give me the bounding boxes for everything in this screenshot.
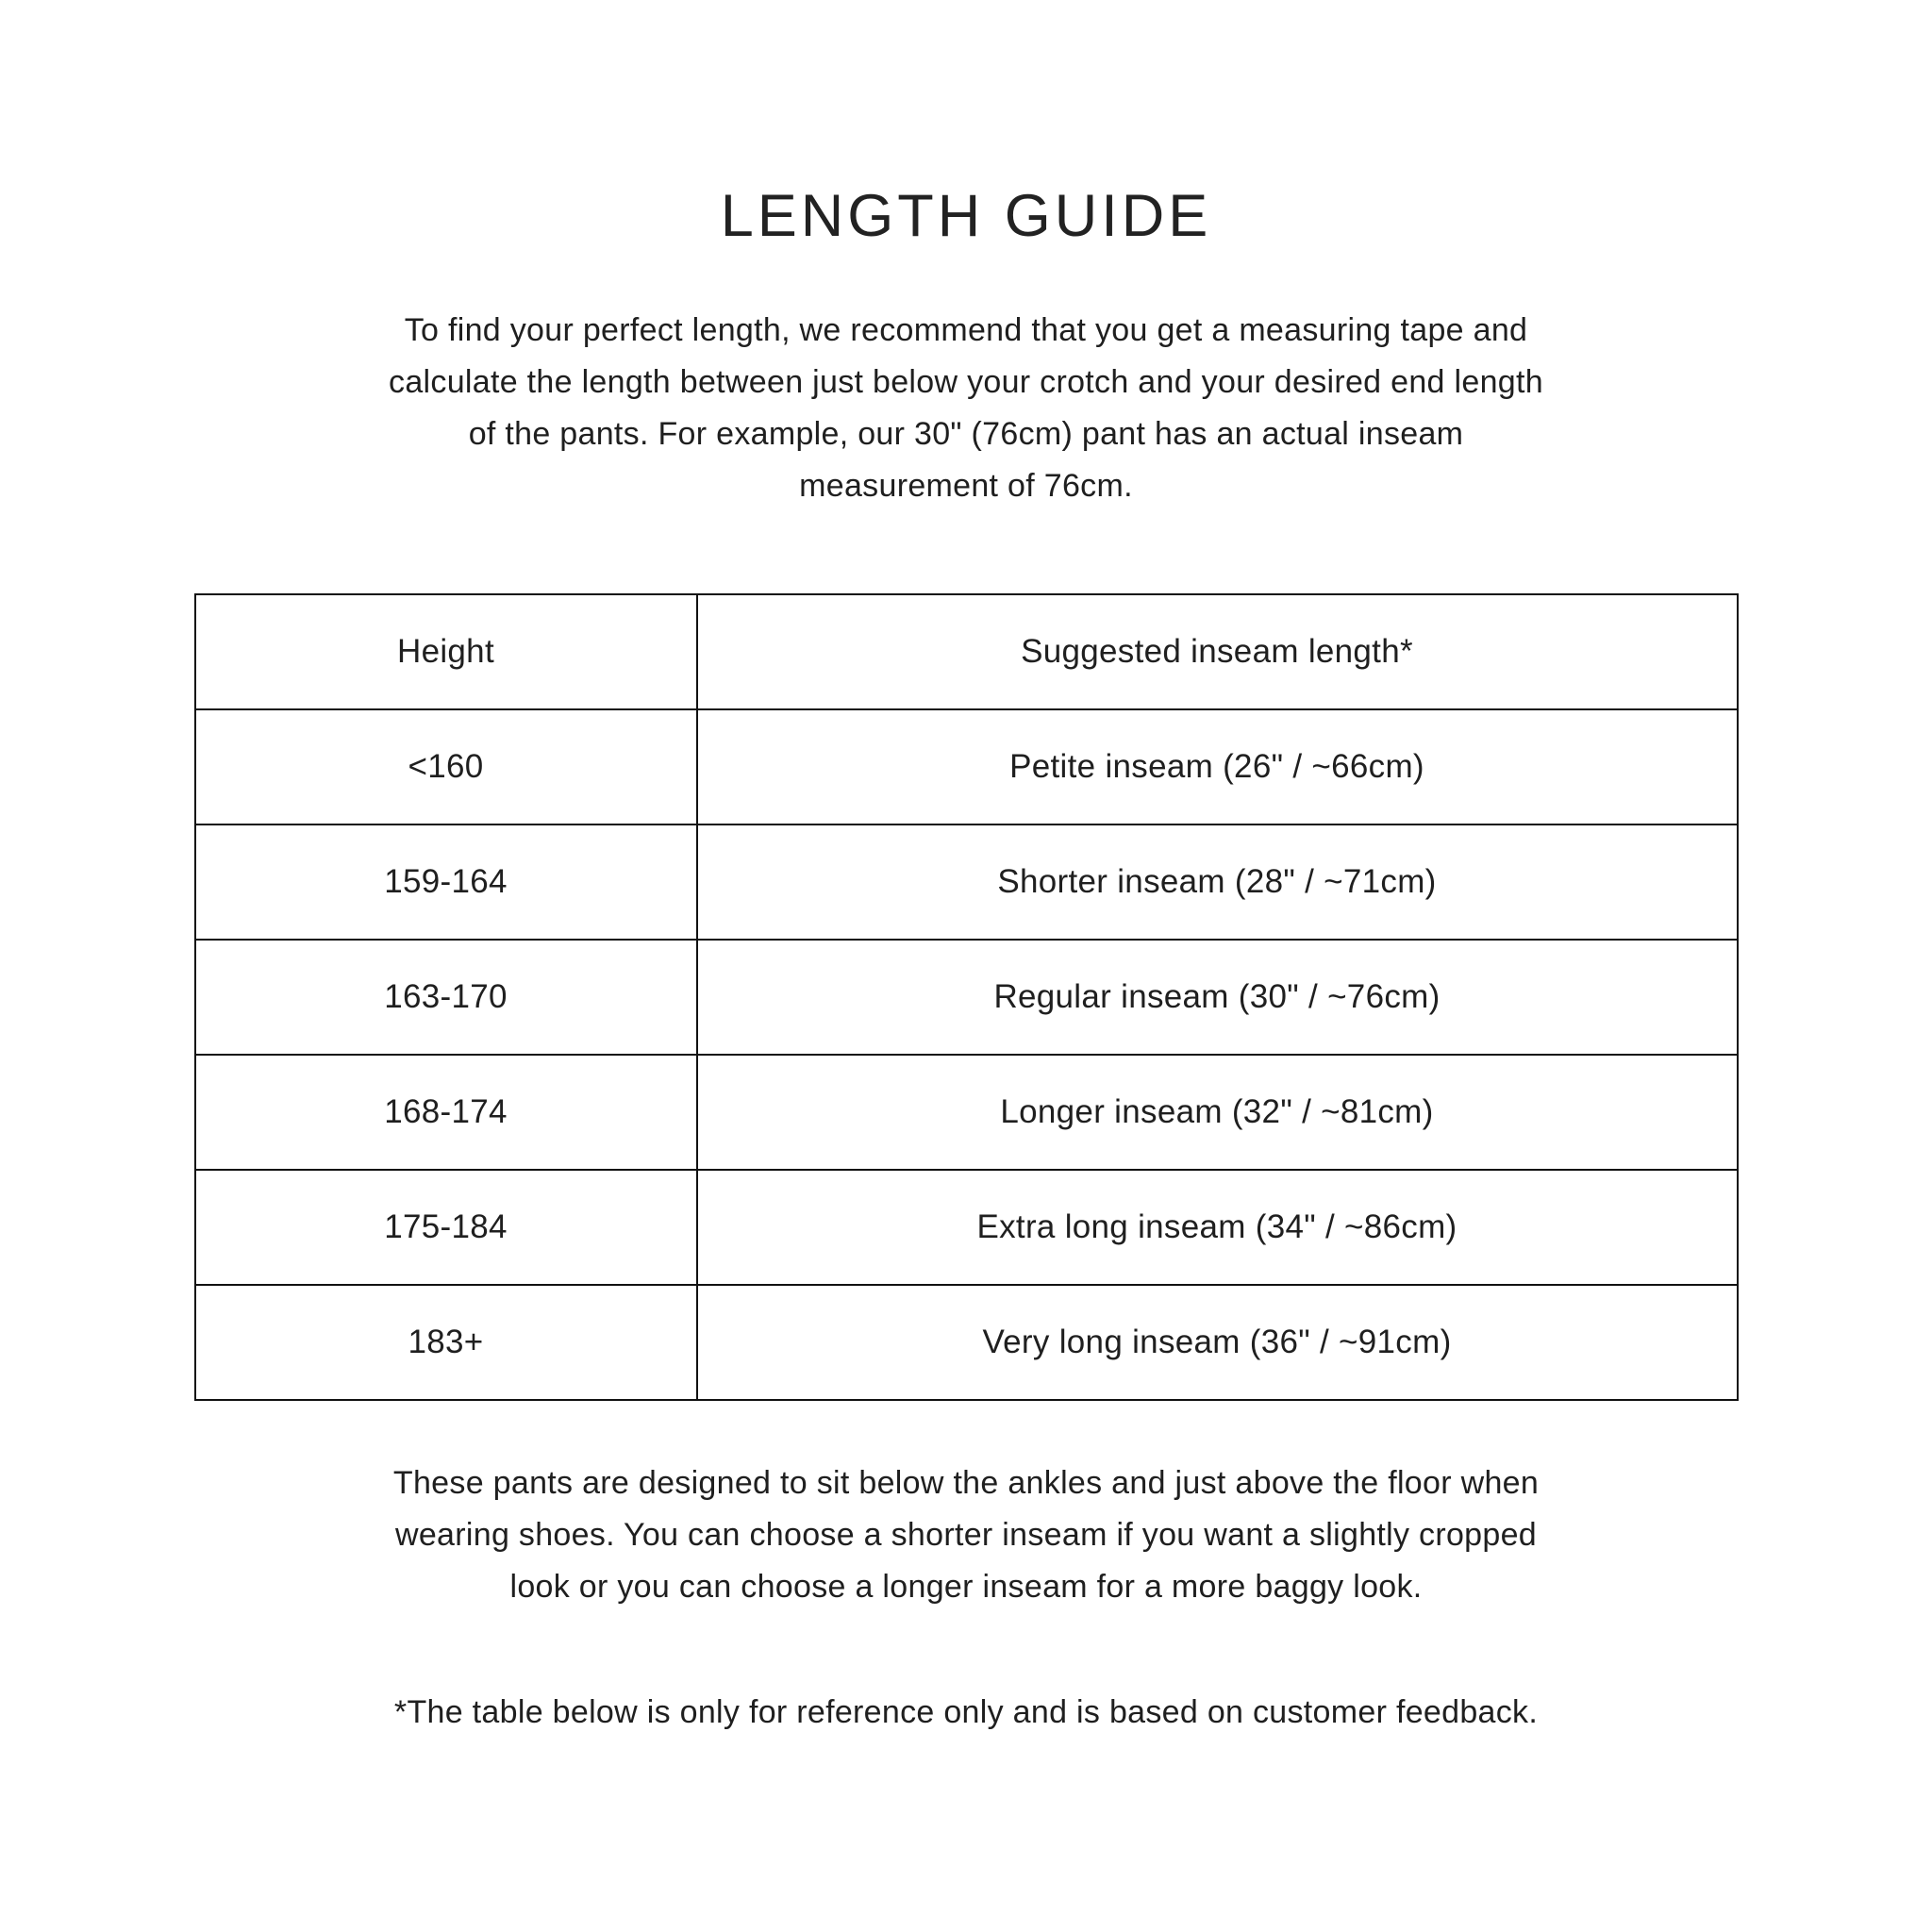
height-cell: 175-184 [195, 1170, 697, 1285]
reference-footnote: *The table below is only for reference only and is based on customer feedback. [393, 1694, 1539, 1730]
inseam-cell: Petite inseam (26" / ~66cm) [697, 709, 1738, 824]
fit-note-line-1: These pants are designed to sit below the ankles and just above the floor when [392, 1465, 1540, 1501]
table-row [195, 1055, 1738, 1170]
inseam-cell: Shorter inseam (28" / ~71cm) [697, 824, 1738, 940]
table-header-row [195, 594, 1738, 709]
intro-line-2: calculate the length between just below your crotch and your desired end length [389, 364, 1543, 400]
fit-note-line-3: look or you can choose a longer inseam for a more baggy look. [509, 1569, 1423, 1605]
fit-note-paragraph [0, 1457, 1932, 1613]
height-cell: 168-174 [195, 1055, 697, 1170]
table-row [195, 709, 1738, 824]
intro-line-4: measurement of 76cm. [799, 468, 1133, 504]
inseam-cell: Extra long inseam (34" / ~86cm) [697, 1170, 1738, 1285]
intro-line-3: of the pants. For example, our 30" (76cm) pant has an actual inseam [468, 416, 1464, 452]
height-cell: 183+ [195, 1285, 697, 1400]
length-guide-table [194, 593, 1739, 1401]
inseam-cell: Longer inseam (32" / ~81cm) [697, 1055, 1738, 1170]
header-suggested-inseam: Suggested inseam length* [697, 594, 1738, 709]
page-title: LENGTH GUIDE [720, 183, 1212, 249]
height-cell: 159-164 [195, 824, 697, 940]
fit-note-line-2: wearing shoes. You can choose a shorter inseam if you want a slightly cropped [394, 1517, 1538, 1553]
table-row [195, 1170, 1738, 1285]
height-cell: <160 [195, 709, 697, 824]
inseam-cell: Regular inseam (30" / ~76cm) [697, 940, 1738, 1055]
table-row [195, 940, 1738, 1055]
header-height: Height [195, 594, 697, 709]
intro-paragraph [0, 305, 1932, 512]
intro-line-1: To find your perfect length, we recommend that you get a measuring tape and [404, 312, 1528, 348]
inseam-cell: Very long inseam (36" / ~91cm) [697, 1285, 1738, 1400]
table-row [195, 1285, 1738, 1400]
height-cell: 163-170 [195, 940, 697, 1055]
table-row [195, 824, 1738, 940]
